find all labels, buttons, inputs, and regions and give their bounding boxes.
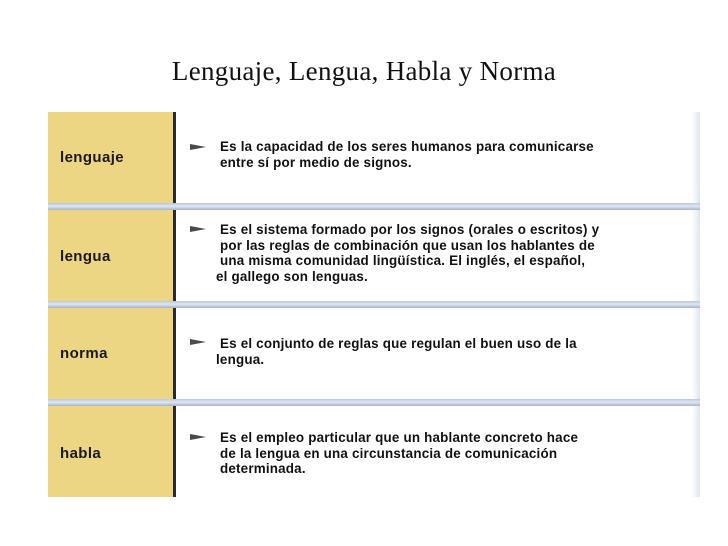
term-cell <box>48 308 176 399</box>
definition-text <box>216 222 688 284</box>
cell-shadow <box>692 210 700 301</box>
definition-line: Es el empleo particular que un hablante concreto hace <box>220 430 579 445</box>
definition-line: lengua. <box>216 351 265 367</box>
definition-text <box>220 430 688 477</box>
definition-line: Es el conjunto de reglas que regulan el buen uso de la <box>220 336 577 351</box>
slide-title: Lenguaje, Lengua, Habla y Norma <box>171 56 557 86</box>
definition-cell <box>176 112 700 203</box>
term-cell <box>48 406 176 497</box>
row-separator <box>48 399 700 406</box>
term-cell <box>48 112 176 203</box>
row-separator <box>48 203 700 210</box>
term-label: habla <box>60 445 102 462</box>
cell-shadow <box>692 308 700 399</box>
table-row-lengua <box>48 210 700 301</box>
definition-line: entre sí por medio de signos. <box>220 154 412 170</box>
row-separator <box>48 301 700 308</box>
definition-line: Es el sistema formado por los signos (orales o escritos) y <box>220 222 600 237</box>
definition-line: por las reglas de combinación que usan los hablantes de <box>220 237 595 253</box>
term-label: lengua <box>60 248 111 265</box>
definition-line: determinada. <box>220 461 306 476</box>
term-label: norma <box>60 345 108 362</box>
cell-shadow <box>692 406 700 497</box>
definition-line: el gallego son lenguas. <box>216 268 368 284</box>
definition-line: de la lengua en una circunstancia de comunicación <box>220 445 558 461</box>
table-row-habla <box>48 406 700 497</box>
bullet-arrow-icon <box>190 225 206 233</box>
cell-shadow <box>692 112 700 203</box>
definition-text <box>216 336 688 367</box>
definitions-table <box>48 112 700 488</box>
definition-line: una misma comunidad lingüística. El inglés, el español, <box>220 253 586 268</box>
term-cell <box>48 210 176 301</box>
definition-cell <box>176 406 700 497</box>
term-label: lenguaje <box>60 149 125 166</box>
definition-line: Es la capacidad de los seres humanos para comunicarse <box>220 139 594 154</box>
definition-cell <box>176 210 700 301</box>
bullet-arrow-icon <box>190 143 206 151</box>
table-row-lenguaje <box>48 112 700 203</box>
definition-cell <box>176 308 700 399</box>
table-row-norma <box>48 308 700 399</box>
definition-text <box>220 139 688 170</box>
bullet-arrow-icon <box>190 338 206 346</box>
bullet-arrow-icon <box>190 433 206 441</box>
